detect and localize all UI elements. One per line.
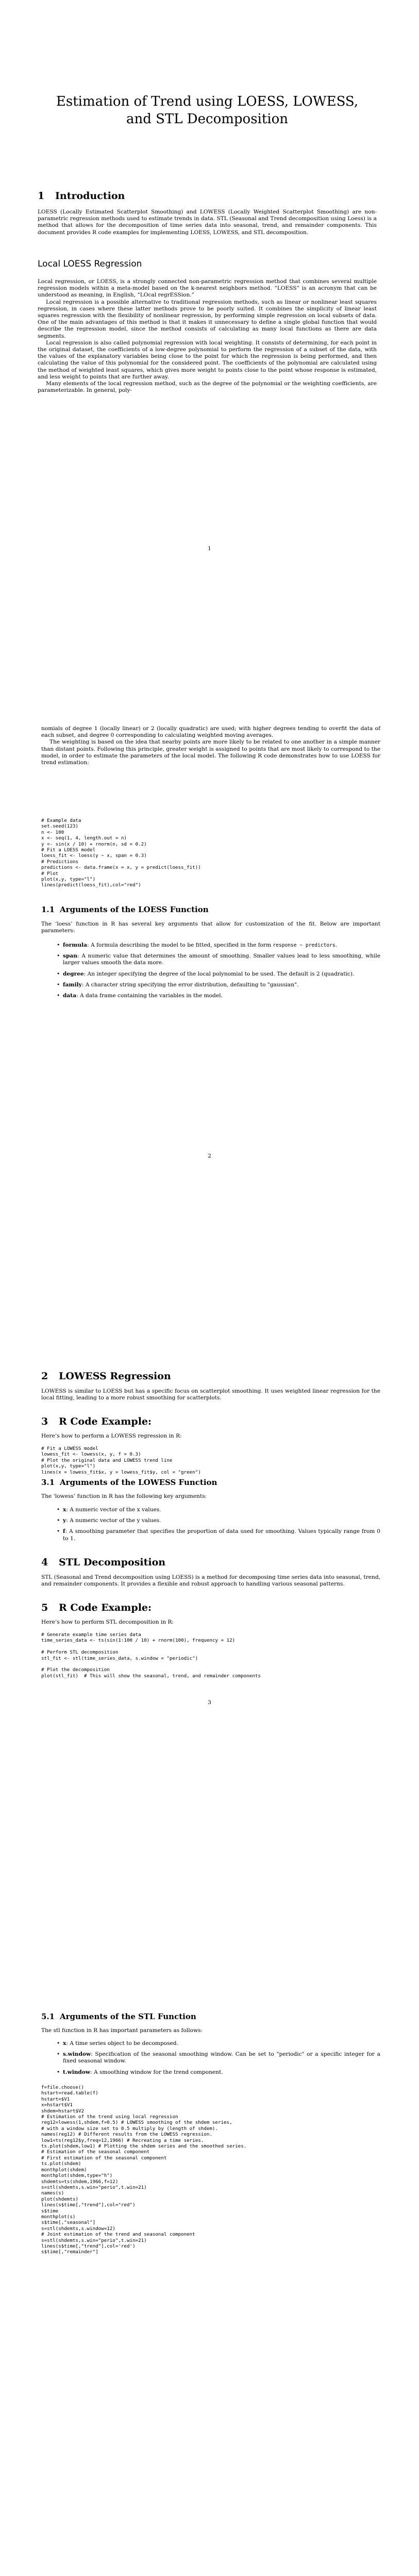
loess-code-block: # Example data set.seed(123) n <- 100 x <- seq(1, 4, length.out = n) y <- sin(x / 10) + rnorm(n, sd = 0.2) # Fit a LOESS model loess_fit <- loess(y ~ x, span = 0.3) # Predictions predictions <- data.frame(x = x, y = predict(loess_fit)) # Plot plot(x,y, type="l") lines(predict(loess_fit),col="red"): [41, 818, 201, 888]
title-line-1: Estimation of Trend using LOESS, LOWESS,: [56, 94, 359, 109]
weighting-paragraph: The weighting is based on the idea that nearby points are more likely to be related to one another in a simple manner than distant points. Following this principle, greater weight is assigned to points that are most likely to correspond to the model, in order to estimate the parameters of the local model. The following R code demonstrates how to use LOESS for trend estimation:: [41, 739, 380, 766]
stl-arguments-heading: 5.1 Arguments of the STL Function: [41, 2012, 196, 2021]
section-rcode2-heading: 5 R Code Example:: [41, 1602, 152, 1613]
lowess-arguments-intro: The ‘lowess’ function in R has the following key arguments:: [41, 1493, 207, 1499]
lowess-paragraph: LOWESS is similar to LOESS but has a specific focus on scatterplot smoothing. It uses weighted linear regression for the local fitting, leading to a more robust smoothing for scatterplots.: [41, 1388, 380, 1401]
list-item: • degree: An integer specifying the degree of the local polynomial to be used. The default is 2 (quadratic).: [57, 970, 355, 977]
list-item: • x: A numeric vector of the x values.: [57, 1507, 161, 1513]
list-item: • formula: A formula describing the model to be fitted, specified in the form response ~ predictors.: [57, 942, 338, 948]
page-number: 1: [208, 546, 211, 552]
title-line-2: and STL Decomposition: [126, 111, 289, 127]
shdem-code-block: f=file.choose() hstart=read.table(f) hstart=$V1 x=hstart$V1 shdem=hstart$V2 # Estimation of the trend using local regression reg12=lowess(1,shdem,f=0.5) # LOWESS smoothing of the shdem series, # with a window size set to 0.5 multiply by (length of shdem). names(reg12) # Different results from the LOWESS regression. low1=ts(reg12$y,freq=12,1966) # Recreating a time series. ts.plot(shdem,low1) # Plotting the shdem series and the smoothed series. # Estimation of the seasonal component # First estimation of the seasonal component ts.plot(shdem) monthplot(shdem) monthplot(shdem,type="h") shdemts=ts(shdem,1966,f=12) s=stl(shdemts,s.win="perio",t.win=21) names(s) plot(shdemts) lines(s$time[,"trend"],col="red") s$time monthplot(s) s$time[,"seasonal"] s=stl(shdemts,s.window=12) # Joint estimation of the trend and seasonal component s=stl(shdemts,s.win="perio",t.win=21) lines(s$time[,"trend"],col='red') s$time[,"remainder"]: [41, 2085, 247, 2255]
list-item: • f: A smoothing parameter that specifies the proportion of data used for smoothing. Values typically range from 0 to 1.: [57, 1528, 380, 1542]
introduction-paragraph: LOESS (Locally Estimated Scatterplot Smoothing) and LOWESS (Locally Weighted Scatterplot Smoothing) are non-parametric regression methods used to estimate trends in data. STL (Seasonal and Trend decomposition using Loess) is a method that allows for the decomposition of time series data into seasonal, trend, and remainder components. This document provides R code examples for implementing LOESS, LOWESS, and STL decomposition.: [38, 209, 377, 236]
stl-code-intro: Here’s how to perform STL decomposition in R:: [41, 1619, 174, 1625]
section-stl-heading: 4 STL Decomposition: [41, 1557, 166, 1568]
section-rcode-heading: 3 R Code Example:: [41, 1416, 152, 1427]
page-4: [0, 1932, 419, 2576]
list-item: • span: A numeric value that determines the amount of smoothing. Smaller values lead to less smoothing, while larger values smooth the data more.: [57, 953, 380, 966]
loess-arguments-list: [41, 942, 380, 999]
document-title: [38, 93, 377, 128]
local-paragraph-4: Many elements of the local regression method, such as the degree of the polynomial or the weighting coefficients, are parameterizable. In general, poly-: [38, 381, 377, 394]
loess-arguments-heading: 1.1 Arguments of the LOESS Function: [41, 905, 209, 914]
stl-code-block: # Generate example time series data time_series_data <- ts(sin(1:100 / 10) + rnorm(100), frequency = 12) # Perform STL decomposition stl_fit <- stl(time_series_data, s.window = "periodic") # Plot the decomposition plot(stl_fit) # This will show the seasonal, trend, and remainder components: [41, 1632, 261, 1679]
local-paragraph-1: Local regression, or LOESS, is a strongly connected non-parametric regression method that combines several multiple regression models within a meta-model based on the k-nearest neighbors method. “LOESS” is an acronym that can be understood as meaning, in English, “LOcal regrESSion.”: [38, 278, 377, 299]
list-item: • y: A numeric vector of the y values.: [57, 1517, 161, 1524]
page-3: [0, 1288, 419, 1932]
local-loess-heading: Local LOESS Regression: [38, 259, 142, 269]
stl-arguments-intro: The stl function in R has important parameters as follows:: [41, 2027, 203, 2034]
section-lowess-heading: 2 LOWESS Regression: [41, 1370, 171, 1382]
page-number: 2: [208, 1153, 211, 1159]
local-paragraph-3: Local regression is also called polynomial regression with local weighting. It consists of determining, for each point in the original dataset, the coefficients of a low-degree polynomial to perform the regression of a subset of the data, with the values of the explanatory variables being close to the point for which the regression is being performed, and then calculating the value of this polynomial for the considered point. The coefficients of the polynomial are calculated using the method of weighted least squares, which gives more weight to points close to the point whose response is estimated, and less weight to points that are further away.: [38, 339, 377, 380]
list-item: • s.window: Specification of the seasonal smoothing window. Can be set to "periodic" or a specific integer for a fixed seasonal window.: [57, 2051, 380, 2065]
lowess-arguments-list: [41, 1507, 380, 1542]
list-item: • data: A data frame containing the variables in the model.: [57, 993, 223, 999]
page-number: 3: [208, 1699, 211, 1706]
page-1: [0, 0, 419, 644]
stl-paragraph: STL (Seasonal and Trend decomposition using LOESS) is a method for decomposing time series data into seasonal, trend, and remainder components. It provides a flexible and robust approach to handling various seasonal patterns.: [41, 1574, 380, 1588]
page-2: [0, 644, 419, 1288]
list-item: • t.window: A smoothing window for the trend component.: [57, 2069, 223, 2075]
lowess-code-block: # Fit a LOWESS model lowess_fit <- lowess(x, y, f = 0.3) # Plot the original data and LOWESS trend line plot(x,y, type="l") lines(x = lowess_fit$x, y = lowess_fit$y, col = "green"): [41, 1446, 201, 1475]
lowess-code-intro: Here’s how to perform a LOWESS regression in R:: [41, 1433, 182, 1439]
list-item: • x: A time series object to be decomposed.: [57, 2040, 178, 2046]
section-introduction-heading: 1 Introduction: [38, 190, 125, 202]
stl-arguments-list: [41, 2040, 380, 2076]
lowess-arguments-heading: 3.1 Arguments of the LOWESS Function: [41, 1478, 217, 1487]
list-item: • family: A character string specifying the error distribution, defaulting to "gaussian".: [57, 981, 299, 988]
continued-paragraph: nomials of degree 1 (locally linear) or 2 (locally quadratic) are used; with higher degrees tending to overfit the data of each subset, and degree 0 corresponding to calculating weighted moving averages.: [41, 725, 380, 739]
loess-arguments-intro: The ‘loess’ function in R has several key arguments that allow for customization of the fit. Below are important parameters:: [41, 921, 380, 934]
local-paragraph-2: Local regression is a possible alternative to traditional regression methods, such as linear or nonlinear least squares regression, in cases where these latter methods prove to be poorly suited. It combines the simplicity of linear least squares regression with the flexibility of nonlinear regression, by performing simple regression on local subsets of data. One of the main advantages of this method is that it makes it unnecessary to define a single global function that would describe the regression model, since the method consists of calculating as many local functions as there are data segments.: [38, 299, 377, 339]
